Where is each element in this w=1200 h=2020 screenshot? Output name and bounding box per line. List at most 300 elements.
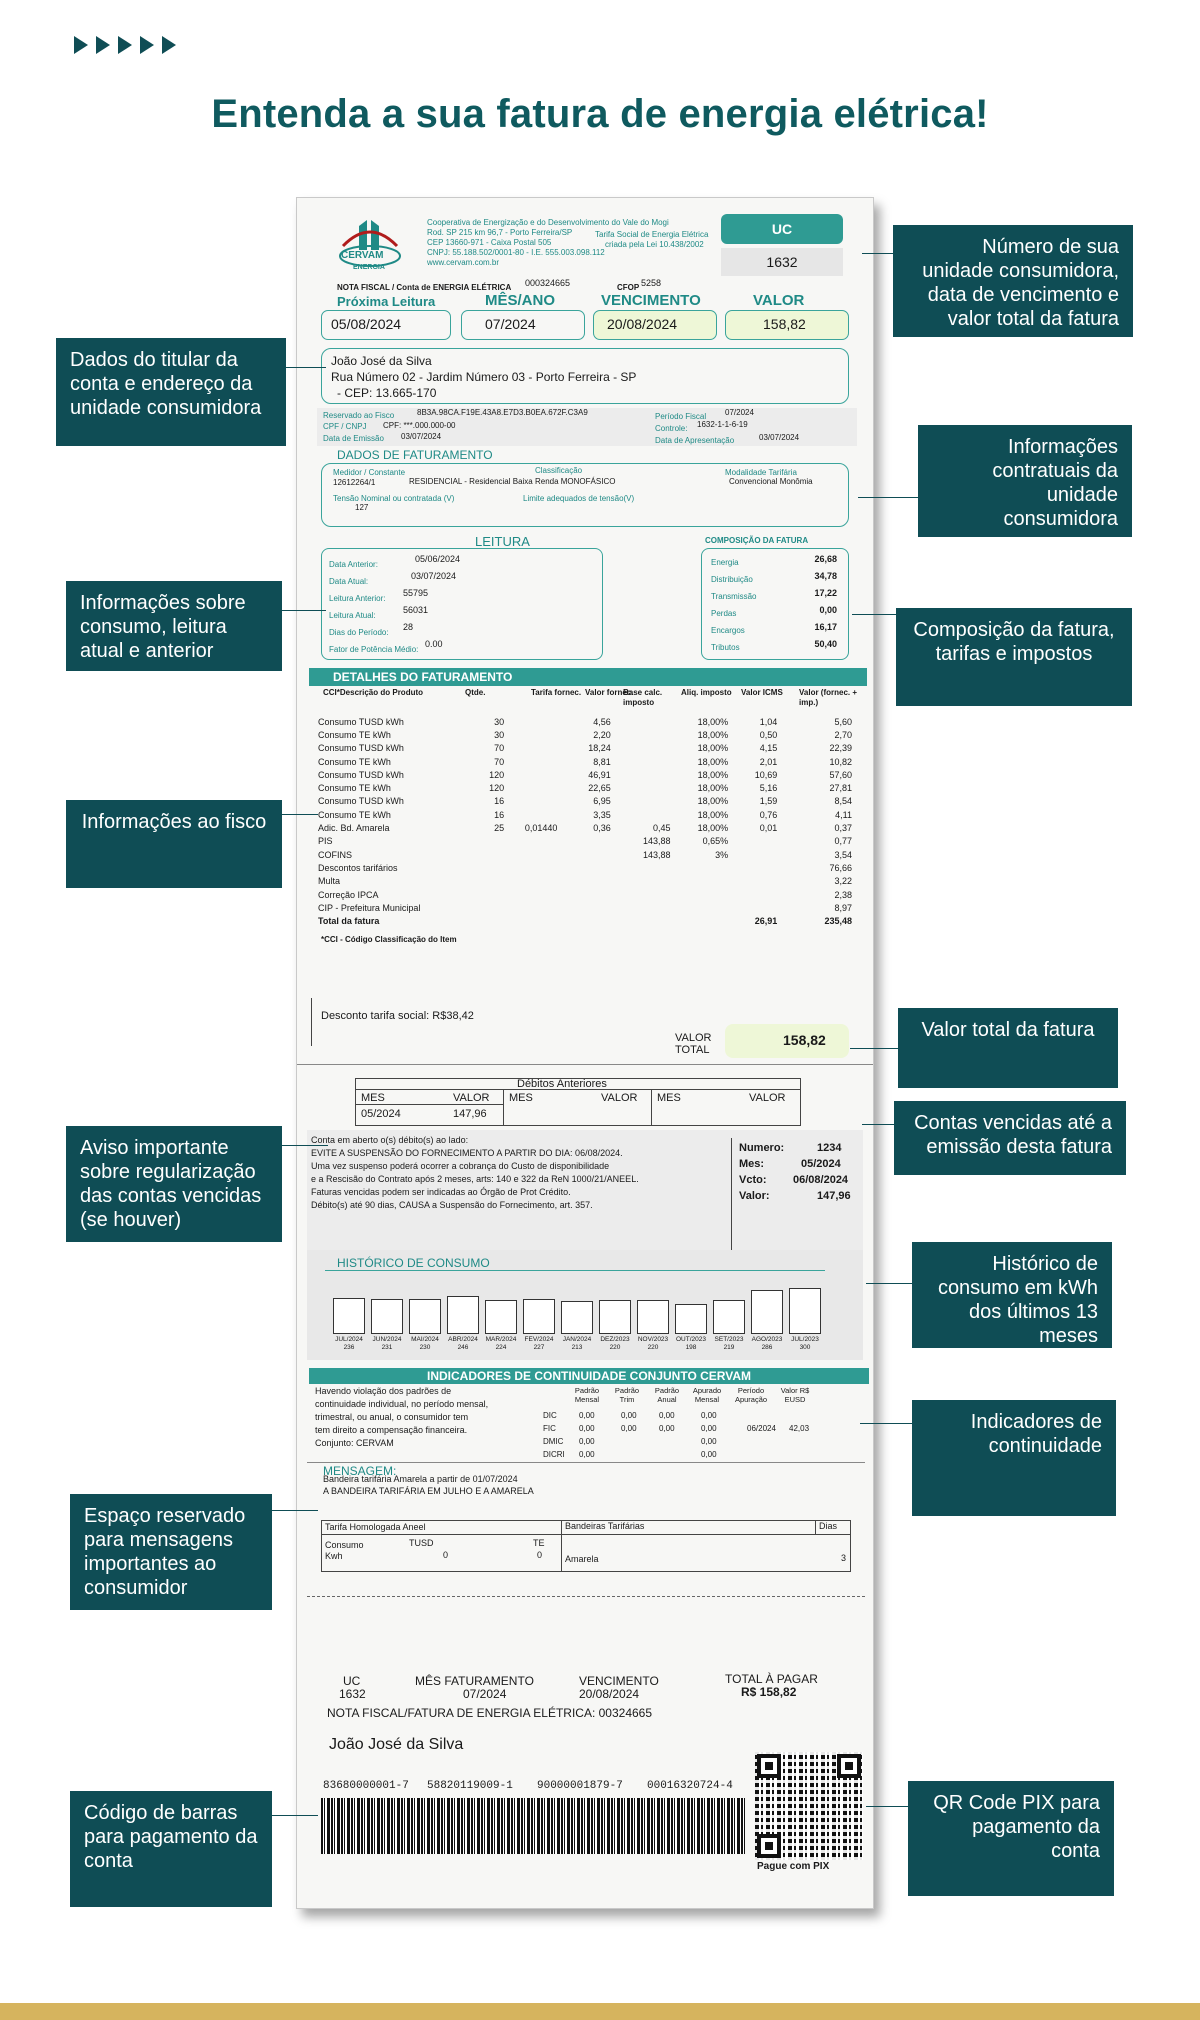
table-cell <box>674 888 732 901</box>
historico-bar-label <box>675 1336 707 1352</box>
historico-bar <box>409 1299 441 1334</box>
cfop-number: 5258 <box>641 278 662 288</box>
company-cep: CEP 13660-971 - Caixa Postal 505 <box>427 238 552 247</box>
table-cell <box>731 875 780 888</box>
table-row <box>315 742 855 755</box>
historico-bar <box>485 1300 517 1334</box>
detalhes-table <box>315 715 855 928</box>
table-cell: 26,91 <box>754 916 778 927</box>
leitura-value: 56031 <box>403 605 429 615</box>
valor-total-label-2: TOTAL <box>675 1044 710 1056</box>
detalhes-header: Valor fornec. <box>585 688 634 697</box>
indicadores-cell: 0,00 <box>579 1437 595 1446</box>
detalhes-title: DETALHES DO FATURAMENTO <box>309 668 867 686</box>
table-cell: 143,88 <box>643 836 671 847</box>
dias-label: Dias <box>819 1521 838 1531</box>
emissao-label: Data de Emissão <box>323 434 384 443</box>
table-cell: 76,66 <box>829 862 852 873</box>
dados-faturamento-title: DADOS DE FATURAMENTO <box>337 448 493 462</box>
table-cell: 4,56 <box>593 716 611 727</box>
table-cell: 16 <box>494 809 505 820</box>
aviso-line-5: Faturas vencidas podem ser indicadas ao Órgão de Prot Crédito. <box>311 1187 571 1197</box>
historico-kwh: 213 <box>571 1344 583 1351</box>
historico-kwh: 227 <box>533 1344 545 1351</box>
historico-month: OUT/2023 <box>676 1336 706 1343</box>
table-row <box>315 768 855 781</box>
table-cell: 18,00% <box>697 783 729 794</box>
table-cell: 120 <box>489 769 505 780</box>
table-cell <box>614 888 674 901</box>
indicadores-header: Padrão Anual <box>654 1386 680 1404</box>
aviso-line-4: e a Rescisão do Contrato após 2 meses, arts: 140 e 322 da ReN 1000/21/ANEEL. <box>311 1174 639 1184</box>
classificacao-label: Classificação <box>535 466 583 475</box>
periodo-fiscal-value: 07/2024 <box>725 408 754 417</box>
indicadores-cell: 0,00 <box>701 1411 717 1420</box>
arrow-icon <box>140 36 154 54</box>
stub-total-label: TOTAL À PAGAR <box>725 1672 818 1686</box>
annotation-consumo: Informações sobre consumo, leitura atual e anterior <box>66 581 282 671</box>
table-cell <box>614 728 674 741</box>
cpf-value: CPF: ***.000.000-00 <box>383 421 456 430</box>
composicao-value: 17,22 <box>814 588 837 598</box>
table-cell: 4,11 <box>835 809 852 820</box>
table-cell <box>475 875 507 888</box>
table-cell: 57,60 <box>829 769 852 780</box>
company-address: Rod. SP 215 km 96,7 - Porto Ferreira/SP <box>427 228 573 237</box>
footer-bar <box>0 2003 1200 2020</box>
indicadores-header: Padrão Trim <box>614 1386 640 1404</box>
stub-uc-value: 1632 <box>339 1687 366 1701</box>
stub-mes-value: 07/2024 <box>463 1687 507 1701</box>
table-cell <box>614 795 674 808</box>
table-row <box>315 821 855 834</box>
table-row <box>315 781 855 794</box>
medidor-label: Medidor / Constante <box>333 468 406 477</box>
cfop-label: CFOP <box>617 283 640 292</box>
composicao-label: Perdas <box>711 609 737 618</box>
table-cell <box>674 875 732 888</box>
uc-label: UC <box>721 214 843 244</box>
cci-footnote: *CCI - Código Classificação do Item <box>321 935 457 944</box>
table-cell: 18,00% <box>697 743 729 754</box>
composicao-value: 26,68 <box>814 554 837 564</box>
composicao-value: 34,78 <box>814 571 837 581</box>
table-cell: 2,70 <box>834 729 852 740</box>
table-cell: COFINS <box>318 849 353 860</box>
barcode-part-3: 90000001879-7 <box>537 1780 623 1792</box>
table-cell <box>475 835 507 848</box>
historico-month: ABR/2024 <box>448 1336 478 1343</box>
table-cell: CIP - Prefeitura Municipal <box>318 902 421 913</box>
historico-bar-label <box>599 1336 631 1352</box>
table-cell <box>507 742 560 755</box>
detalhes-header: Qtde. <box>465 688 486 697</box>
historico-kwh: 198 <box>685 1344 697 1351</box>
detalhes-header: CCI*Descrição do Produto <box>323 688 424 697</box>
debitos-row-valor: 147,96 <box>453 1108 487 1120</box>
historico-bar-label <box>523 1336 555 1352</box>
table-cell: Consumo TE kWh <box>318 809 391 820</box>
historico-bar <box>789 1288 821 1334</box>
table-cell <box>731 861 780 874</box>
leitura-label: Leitura Anterior: <box>329 594 386 603</box>
tarifa-social: Tarifa Social de Energia Elétrica <box>595 230 709 239</box>
logo-text: CERVAM <box>341 250 384 261</box>
indicadores-cell: FIC <box>543 1424 556 1433</box>
indicadores-text: continuidade individual, no período mensal, <box>315 1399 489 1409</box>
tarifa-homologada-label: Tarifa Homologada Aneel <box>325 1522 426 1532</box>
table-cell: 0,45 <box>653 823 671 834</box>
table-cell: Consumo TE kWh <box>318 729 391 740</box>
table-cell: 2,38 <box>834 889 852 900</box>
indicadores-header: Apurado Mensal <box>692 1386 722 1404</box>
table-row <box>315 728 855 741</box>
tarifa-social-lei: criada pela Lei 10.438/2002 <box>605 240 704 249</box>
pix-label: Pague com PIX <box>757 1861 830 1872</box>
table-cell: 1,59 <box>759 796 778 807</box>
bandeira-dias-value: 3 <box>841 1553 847 1563</box>
historico-kwh: 220 <box>647 1344 659 1351</box>
mes-ano-value: 07/2024 <box>485 316 536 332</box>
leitura-value: 05/06/2024 <box>415 554 461 564</box>
periodo-fiscal-label: Período Fiscal <box>655 412 707 421</box>
annotation-composicao: Composição da fatura, tarifas e impostos <box>896 608 1132 706</box>
stub-mes-label: MÊS FATURAMENTO <box>415 1674 534 1688</box>
table-cell <box>560 835 613 848</box>
table-cell: Consumo TE kWh <box>318 756 391 767</box>
table-row <box>315 715 855 728</box>
table-cell <box>475 914 507 927</box>
company-cnpj: CNPJ: 55.188.502/0001-80 - I.E. 555.003.098.112 <box>427 248 605 257</box>
indicadores-cell: 0,00 <box>701 1450 717 1459</box>
annotation-barcode: Código de barras para pagamento da conta <box>70 1791 272 1907</box>
stub-venc-value: 20/08/2024 <box>579 1687 640 1701</box>
table-cell <box>560 848 613 861</box>
historico-kwh: 224 <box>495 1344 507 1351</box>
historico-bar <box>675 1304 707 1334</box>
table-cell <box>507 901 560 914</box>
stub-total-value: R$ 158,82 <box>741 1685 797 1699</box>
tarifa-consumo-label: Consumo <box>325 1540 364 1550</box>
company-name: Cooperativa de Energização e do Desenvolvimento do Vale do Mogi <box>427 218 669 227</box>
indicadores-cell: 0,00 <box>659 1411 675 1420</box>
table-cell: 3% <box>715 849 729 860</box>
cpf-label: CPF / CNPJ <box>323 422 367 431</box>
table-cell: 8,81 <box>593 756 611 767</box>
leitura-value: 0.00 <box>425 639 443 649</box>
indicadores-cell: DMIC <box>543 1437 564 1446</box>
tarifa-kwh-label: Kwh <box>325 1551 343 1561</box>
table-cell <box>614 901 674 914</box>
indicadores-cell: 0,00 <box>701 1437 717 1446</box>
table-cell: 18,00% <box>697 769 729 780</box>
indicadores-cell: 0,00 <box>701 1424 717 1433</box>
table-cell <box>614 768 674 781</box>
indicadores-cell: DIC <box>543 1411 557 1420</box>
indicadores-cell: 06/2024 <box>747 1424 776 1433</box>
table-cell: Descontos tarifários <box>318 862 398 873</box>
table-cell: 70 <box>494 743 505 754</box>
table-cell <box>475 861 507 874</box>
table-cell: 0,37 <box>834 823 852 834</box>
detalhes-headers <box>309 688 867 712</box>
historico-kwh: 220 <box>609 1344 621 1351</box>
table-cell <box>507 861 560 874</box>
pix-qr-code <box>755 1752 863 1860</box>
table-cell <box>560 861 613 874</box>
indicadores-header: Período Apuração <box>734 1386 768 1404</box>
historico-bar <box>523 1299 555 1334</box>
table-row <box>315 795 855 808</box>
debitos-valor-1: VALOR <box>453 1092 490 1104</box>
table-cell <box>507 795 560 808</box>
historico-month: AGO/2023 <box>751 1336 783 1343</box>
company-site: www.cervam.com.br <box>427 258 500 267</box>
barcode <box>321 1798 745 1854</box>
table-cell: 0,50 <box>759 729 778 740</box>
debitos-mes-1: MES <box>361 1092 385 1104</box>
debitos-valor-2: VALOR <box>601 1092 638 1104</box>
indicadores-cell: DICRI <box>543 1450 565 1459</box>
indicadores-cell: 0,00 <box>579 1450 595 1459</box>
debitos-valor-3: VALOR <box>749 1092 786 1104</box>
historico-title: HISTÓRICO DE CONSUMO <box>337 1256 490 1270</box>
table-cell <box>614 742 674 755</box>
table-cell: Consumo TUSD kWh <box>318 769 404 780</box>
historico-bar-label <box>637 1336 669 1352</box>
annotation-historico: Histórico de consumo em kWh dos últimos 13 meses <box>912 1242 1112 1348</box>
historico-month: JUN/2024 <box>372 1336 402 1343</box>
table-cell: 0,01440 <box>524 823 558 834</box>
barcode-part-4: 00016320724-4 <box>647 1780 733 1792</box>
mensagem-line-2: A BANDEIRA TARIFÁRIA EM JULHO E A AMARELA <box>323 1486 534 1496</box>
historico-bar-label <box>561 1336 593 1352</box>
table-cell: Consumo TUSD kWh <box>318 716 404 727</box>
barcode-part-2: 58820119009-1 <box>427 1780 513 1792</box>
table-cell <box>507 728 560 741</box>
aviso-numero-value: 1234 <box>817 1142 842 1154</box>
table-cell: 18,00% <box>697 716 729 727</box>
table-cell <box>731 848 780 861</box>
table-cell: Multa <box>318 876 341 887</box>
indicadores-title: INDICADORES DE CONTINUIDADE CONJUNTO CERVAM <box>309 1368 869 1384</box>
historico-month: FEV/2024 <box>524 1336 554 1343</box>
table-cell <box>507 755 560 768</box>
table-cell <box>674 914 732 927</box>
composicao-label: Distribuição <box>711 575 753 584</box>
bandeiras-label: Bandeiras Tarifárias <box>565 1521 645 1531</box>
table-cell: 30 <box>494 716 505 727</box>
table-cell: Consumo TUSD kWh <box>318 796 404 807</box>
apresentacao-value: 03/07/2024 <box>759 433 800 442</box>
table-cell: Correção IPCA <box>318 889 379 900</box>
historico-bar <box>371 1299 403 1334</box>
table-cell: 18,00% <box>697 729 729 740</box>
table-cell <box>674 901 732 914</box>
composicao-label: Transmissão <box>711 592 757 601</box>
aviso-vcto-value: 06/08/2024 <box>793 1174 849 1186</box>
historico-month: JUL/2024 <box>335 1336 363 1343</box>
aviso-mes-label: Mes: <box>739 1158 765 1170</box>
emissao-value: 03/07/2024 <box>401 432 442 441</box>
table-cell: 3,54 <box>834 849 852 860</box>
arrow-icon <box>74 36 88 54</box>
table-cell: 46,91 <box>588 769 611 780</box>
table-cell: 10,82 <box>829 756 852 767</box>
table-cell: Total da fatura <box>318 916 380 927</box>
aviso-line-1: Conta em aberto o(s) débito(s) ao lado: <box>311 1135 469 1145</box>
table-cell: 27,81 <box>829 783 852 794</box>
table-row <box>315 835 855 848</box>
historico-month: NOV/2023 <box>637 1336 669 1343</box>
tusd-label: TUSD <box>409 1538 434 1548</box>
table-cell: 3,35 <box>593 809 611 820</box>
detalhes-header: Base calc. imposto <box>623 688 663 707</box>
indicadores-cell: 0,00 <box>659 1424 675 1433</box>
historico-month: DEZ/2023 <box>600 1336 630 1343</box>
historico-kwh: 230 <box>419 1344 431 1351</box>
table-cell: 5,16 <box>759 783 778 794</box>
debitos-mes-2: MES <box>509 1092 533 1104</box>
table-cell: 30 <box>494 729 505 740</box>
historico-bar-label <box>371 1336 403 1352</box>
leitura-label: Data Anterior: <box>329 560 378 569</box>
table-cell: 0,36 <box>593 823 611 834</box>
decorative-arrows <box>74 36 176 54</box>
invoice-image <box>296 197 874 1909</box>
table-cell: 22,65 <box>588 783 611 794</box>
table-cell: 4,15 <box>759 743 778 754</box>
table-cell <box>507 888 560 901</box>
table-cell: 5,60 <box>834 716 852 727</box>
table-cell: 0,76 <box>759 809 778 820</box>
limite-label: Limite adequados de tensão(V) <box>523 494 635 503</box>
indicadores-cell: 0,00 <box>579 1411 595 1420</box>
table-cell: 25 <box>494 823 505 834</box>
vencimento-value: 20/08/2024 <box>607 316 678 332</box>
debitos-title: Débitos Anteriores <box>517 1078 607 1090</box>
table-cell: 16 <box>494 796 505 807</box>
table-cell: 8,54 <box>834 796 852 807</box>
historico-bar-label <box>447 1336 479 1352</box>
historico-month: MAR/2024 <box>485 1336 517 1343</box>
stub-venc-label: VENCIMENTO <box>579 1674 659 1688</box>
table-cell: 10,69 <box>754 769 778 780</box>
historico-bar-label <box>333 1336 365 1352</box>
indicadores-cell: 42,03 <box>789 1424 810 1433</box>
annotation-mensagens: Espaço reservado para mensagens importantes ao consumidor <box>70 1494 272 1610</box>
composicao-label: Tributos <box>711 643 740 652</box>
annotation-aviso: Aviso importante sobre regularização das contas vencidas (se houver) <box>66 1126 282 1242</box>
annotation-indicadores: Indicadores de continuidade <box>912 1400 1116 1516</box>
annotation-qr: QR Code PIX para pagamento da conta <box>908 1781 1114 1896</box>
indicadores-headers <box>537 1386 867 1406</box>
te-label: TE <box>533 1538 545 1548</box>
stub-uc-label: UC <box>343 1674 361 1688</box>
table-cell: Consumo TUSD kWh <box>318 743 404 754</box>
table-row <box>315 755 855 768</box>
table-cell <box>560 901 613 914</box>
table-cell <box>507 808 560 821</box>
mes-ano-label: MÊS/ANO <box>485 292 556 309</box>
historico-bar <box>637 1300 669 1334</box>
historico-bar <box>333 1298 365 1334</box>
table-cell <box>507 848 560 861</box>
table-cell: 3,22 <box>834 876 852 887</box>
historico-kwh: 246 <box>457 1344 469 1351</box>
table-cell: 235,48 <box>824 916 852 927</box>
indicadores-cell: 0,00 <box>621 1424 637 1433</box>
mensagem-line-1: Bandeira tarifária Amarela a partir de 01/07/2024 <box>323 1474 518 1484</box>
historico-bar <box>751 1290 783 1334</box>
nf-label: NOTA FISCAL / Conta de ENERGIA ELÉTRICA <box>337 283 512 292</box>
table-row <box>315 901 855 914</box>
historico-bar <box>447 1296 479 1334</box>
table-cell: 143,88 <box>643 849 671 860</box>
table-cell: 2,01 <box>759 756 778 767</box>
table-cell <box>560 888 613 901</box>
table-row <box>315 914 855 927</box>
table-cell <box>731 888 780 901</box>
historico-bar-label <box>713 1336 745 1352</box>
table-cell <box>475 848 507 861</box>
aviso-line-6: Débito(s) até 90 dias, CAUSA a Suspensão do Fornecimento, art. 357. <box>311 1200 593 1210</box>
table-cell: 0,01 <box>759 823 778 834</box>
tusd-value: 0 <box>443 1550 449 1560</box>
table-cell <box>614 914 674 927</box>
historico-kwh: 219 <box>723 1344 735 1351</box>
composicao-value: 0,00 <box>819 605 837 615</box>
indicadores-text: Conjunto: CERVAM <box>315 1438 394 1448</box>
table-cell: 18,00% <box>697 796 729 807</box>
table-cell: 0,65% <box>702 836 729 847</box>
table-cell <box>475 901 507 914</box>
table-cell: 2,20 <box>593 729 611 740</box>
valor-label: VALOR <box>753 292 805 309</box>
table-cell <box>614 755 674 768</box>
table-cell <box>614 781 674 794</box>
leitura-label: Fator de Potência Médio: <box>329 645 419 654</box>
table-cell: 6,95 <box>593 796 611 807</box>
bandeira-value: Amarela <box>565 1554 599 1564</box>
leitura-label: Leitura Atual: <box>329 611 376 620</box>
table-row <box>315 808 855 821</box>
classificacao-value: RESIDENCIAL - Residencial Baixa Renda MONOFÁSICO <box>409 477 616 486</box>
table-cell <box>560 875 613 888</box>
reservado-fisco-value: 8B3A.98CA.F19E.43A8.E7D3.B0EA.672F.C3A9 <box>417 408 588 417</box>
mensagem-title: MENSAGEM: <box>323 1464 397 1478</box>
debitos-mes-3: MES <box>657 1092 681 1104</box>
composicao-label: Encargos <box>711 626 745 635</box>
indicadores-text: trimestral, ou anual, o consumidor tem <box>315 1412 469 1422</box>
historico-chart <box>333 1278 821 1334</box>
apresentacao-label: Data de Apresentação <box>655 436 735 445</box>
historico-bar <box>599 1300 631 1334</box>
historico-bar-label <box>789 1336 821 1352</box>
proxima-leitura-label: Próxima Leitura <box>337 294 436 309</box>
historico-kwh: 286 <box>761 1344 773 1351</box>
page-title: Entenda a sua fatura de energia elétrica! <box>211 92 989 136</box>
indicadores-text: tem direito a compensação financeira. <box>315 1425 468 1435</box>
vencimento-label: VENCIMENTO <box>601 292 701 309</box>
te-value: 0 <box>537 1550 543 1560</box>
tensao-value: 127 <box>355 503 369 512</box>
controle-label: Controle: <box>655 424 688 433</box>
table-cell: Consumo TE kWh <box>318 783 391 794</box>
aviso-vcto-label: Vcto: <box>739 1174 767 1186</box>
table-row <box>315 875 855 888</box>
aviso-numero-label: Numero: <box>739 1142 785 1154</box>
